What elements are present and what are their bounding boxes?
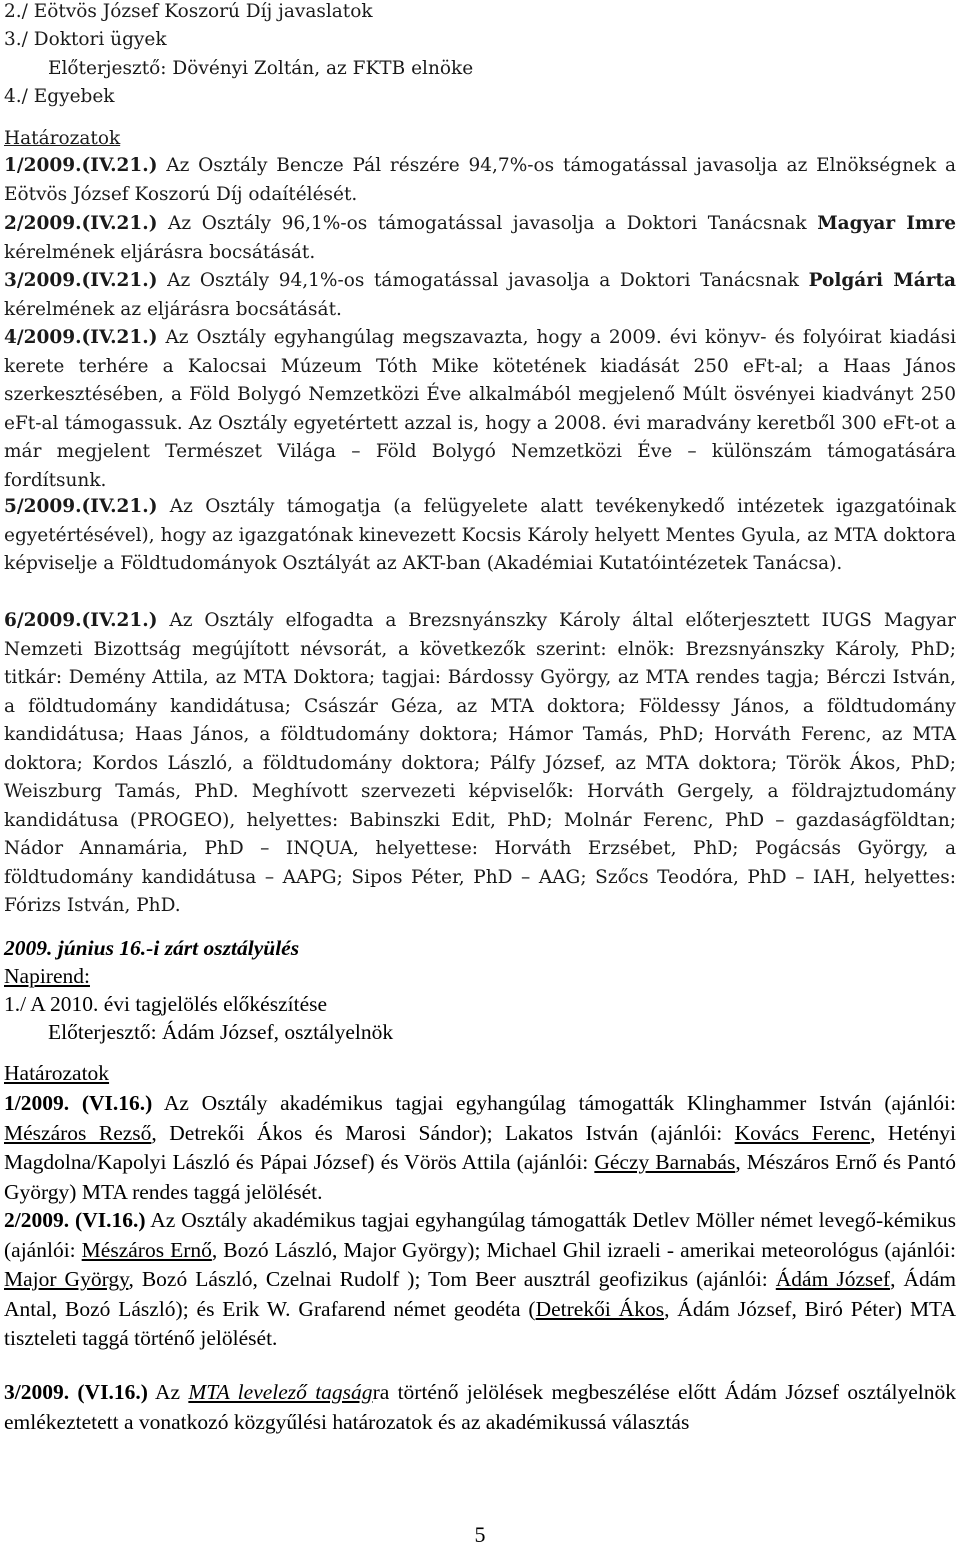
resolution-3 [4,267,956,324]
agenda-presenter: Előterjesztő: Ádám József, osztályelnök [48,1020,394,1044]
agenda-item-1: 1./ A 2010. évi tagjelölés előkészítése [4,992,328,1016]
resolution-text: ra történő jelölések megbeszélése előtt Ádám József osztályelnök emlékeztetett a vonatkozó közgyűlési határozatok és az akadémikussá választás [4,1380,957,1434]
resolution-text: Az Osztály Bencze Pál részére 94,7%-os támogatással javasolja az Elnökségnek a Eötvös József Koszorú Díj odaítélését. [4,155,956,205]
resolution-text: Az Osztály támogatja (a felügyelete alatt tevékenykedő intézetek igazgatóinak egyetértésével), hogy az igazgatónak kinevezett Kocsis Károly helyett Mentes Gyula, az MTA doktora képviselje a Földtudományok Osztályát az AKT-ban (Akadémiai Kutatóintézetek Tanácsa). [4,496,956,574]
resolution-text: Az [147,1380,189,1404]
resolution-text: kérelmének eljárásra bocsátását. [4,241,316,263]
agenda-item-4: 4./ Egyebek [4,86,115,107]
candidate-name: Magyar Imre [817,213,956,234]
resolution-text: Az Osztály akadémikus tagjai egyhangúlag támogatták Detlev Möller német levegő-kémikus (ajánlói: [4,1208,957,1262]
decisions-heading: Határozatok [4,1061,110,1085]
nominator-name: Major György [4,1267,129,1291]
candidate-name: Polgári Márta [808,270,956,291]
resolution-1 [4,152,956,209]
nominator-name: Mészáros Rezső [4,1120,152,1145]
resolution-5 [4,493,956,579]
resolution-id: 3/2009.(IV.21.) [4,270,158,291]
page-number: 5 [474,1522,486,1547]
resolution-text: Az Osztály akadémikus tagjai egyhangúlag támogatták Klinghammer István (ajánlói: [152,1091,956,1115]
resolution-id: 6/2009.(IV.21.) [4,610,158,631]
nominator-name: Géczy Barnabás [594,1150,736,1174]
resolution-text: , Mészáros Ernő és Pantó György) MTA rendes taggá jelölését. [4,1150,956,1204]
nominator-name: Ádám József [775,1267,891,1291]
resolution-id: 2/2009. (VI.16.) [4,1208,146,1232]
nominator-name: Kovács Ferenc [734,1120,871,1145]
resolution-id: 1/2009.(IV.21.) [4,155,158,176]
agenda-heading: Napirend: [4,964,90,988]
resolution-3 [4,1378,956,1437]
resolution-text: , Bozó László, Major György); Michael Ghil izraeli - amerikai meteorológus (ajánlói: [211,1237,957,1262]
resolution-text: kérelmének az eljárásra bocsátását. [4,298,342,320]
decisions-heading: Határozatok [4,128,121,149]
resolution-text: Az Osztály elfogadta a Brezsnyánszky Károly által előterjesztett IUGS Magyar Nemzeti Bizottság megújított névsorát, a következők szerint: elnök: Brezsnyánszky Károly, PhD; titkár: Demény Attila, az MTA Doktora; tagjai: Bárdossy György, az MTA rendes tagja; Bérczi István, a földtudomány kandidátusa; Császár Géza, az MTA doktora; Földessy János, a földtudomány kandidátusa; Haas János, a földtudomány doktora; Hámor Tamás, PhD; Horváth Ferenc, az MTA doktora; Kordos László, a földtudomány doktora; Pálfy József, az MTA doktora; Török Ákos, PhD; Weiszburg Tamás, PhD. Meghívott szervezeti képviselők: Horváth Gergely, a földrajztudomány kandidátusa (PROGEO), helyettes: Babinszki Edit, PhD; Molnár Ferenc, PhD – gazdaságföldtan; Nádor Annamária, PhD – INQUA, helyettese: Horváth Erzsébet, PhD; Pogácsás György, a földtudomány kandidátusa – AAPG; Sipos Péter, PhD – AAG; Szőcs Teodóra, PhD – IAH, helyettes: Fórizs István, PhD. [4,610,956,916]
resolution-text: , Ádám József, Biró Péter) MTA tiszteleti taggá történő jelölését. [4,1296,957,1350]
agenda-presenter: Előterjesztő: Dövényi Zoltán, az FKTB elnöke [48,58,474,79]
nominator-name: Mészáros Ernő [81,1237,212,1262]
resolution-id: 4/2009.(IV.21.) [4,327,158,348]
resolution-id: 5/2009.(IV.21.) [4,496,158,517]
resolution-text: , Detrekői Ákos és Marosi Sándor); Lakatos István (ajánlói: [151,1120,735,1145]
mta-membership-link[interactable]: MTA levelező tagság [188,1380,373,1404]
resolution-text: , Hetényi Magdolna/Kapolyi László és Pápai József) és Vörös Attila (ajánlói: [4,1120,956,1174]
resolution-6 [4,607,956,921]
resolution-id: 3/2009. (VI.16.) [4,1380,148,1404]
resolution-text: Az Osztály 96,1%-os támogatással javasolja a Doktori Tanácsnak [157,213,818,234]
nominator-name: Detrekői Ákos [535,1296,665,1321]
agenda-item-2: 2./ Eötvös József Koszorú Díj javaslatok [4,1,373,22]
resolution-text: , Ádám Antal, Bozó László); és Erik W. Grafarend német geodéta ( [4,1267,956,1321]
agenda-item-3: 3./ Doktori ügyek [4,29,167,50]
resolution-id: 1/2009. (VI.16.) [4,1091,153,1115]
resolution-id: 2/2009.(IV.21.) [4,213,158,234]
resolution-4 [4,324,956,495]
resolution-text: Az Osztály 94,1%-os támogatással javasolja a Doktori Tanácsnak [157,270,809,291]
meeting-title: 2009. június 16.-i zárt osztályülés [4,936,300,960]
resolution-text: , Bozó László, Czelnai Rudolf ); Tom Beer ausztrál geofizikus (ajánlói: [128,1267,776,1291]
resolution-2 [4,210,956,267]
resolution-text: Az Osztály egyhangúlag megszavazta, hogy a 2009. évi könyv- és folyóirat kiadási kerete terhére a Kalocsai Múzeum Tóth Mike kötetének kiadását 250 eFt-al; a Haas János szerkesztésében, a Föld Bolygó Nemzetközi Éve alkalmából megjelenő Múlt ösvényei kiadványt 250 eFt-al támogassuk. Az Osztály egyetértett azzal is, hogy a 2008. évi maradvány keretből 300 eFt-ot a már megjelent Természet Világa – Föld Bolygó Nemzetközi Éve – különszám támogatására fordítsunk. [4,327,956,491]
resolution-1 [4,1089,956,1207]
resolution-2 [4,1206,956,1354]
